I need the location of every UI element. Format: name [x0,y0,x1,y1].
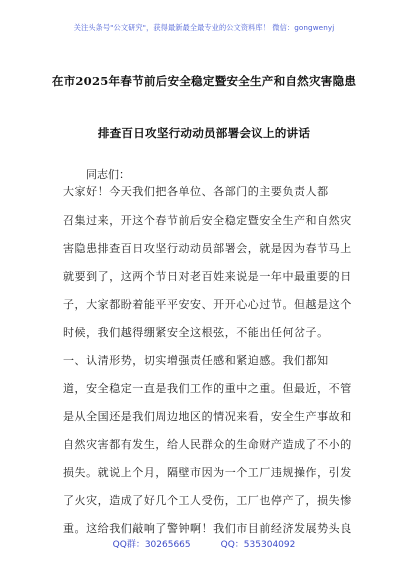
body-line: 害隐患排查百日攻坚行动动员部署会，就是因为春节马上 [63,242,352,255]
footer-qq-group: QQ群：30265665 [112,540,191,550]
body-line: 一、认清形势，切实增强责任感和紧迫感。我们都知 [63,354,329,367]
document-title-line-2: 排查百日攻坚行动动员部署会议上的讲话 [97,126,311,140]
body-line: 了火灾，造成了好几个工人受伤，工厂也停产了，损失惨 [63,494,352,507]
footer-contact [0,537,408,550]
body-line: 召集过来，开这个春节前后安全稳定暨安全生产和自然灾 [63,214,352,227]
document-title-line-1: 在市2025年春节前后安全稳定暨安全生产和自然灾害隐患 [51,74,357,88]
body-line: 就要到了，这两个节日对老百姓来说是一年中最重要的日 [63,270,352,283]
body-line: 重。这给我们敲响了警钟啊！我们市目前经济发展势头良 [63,522,352,535]
body-line: 损失。就说上个月，隔壁市因为一个工厂违规操作，引发 [63,466,352,479]
salutation: 同志们： [86,168,130,181]
body-line: 道，安全稳定一直是我们工作的重中之重。但最近，不管 [63,382,352,395]
body-line: 是从全国还是我们周边地区的情况来看，安全生产事故和 [63,410,352,423]
body-line: 时候，我们越得绷紧安全这根弦，不能出任何岔子。 [63,326,329,339]
body-line: 自然灾害都有发生，给人民群众的生命财产造成了不小的 [63,438,352,451]
footer-qq-number: QQ：535304092 [220,540,296,550]
body-line: 子，大家都盼着能平平安安、开开心心过节。但越是这个 [63,298,352,311]
body-line: 大家好！今天我们把各单位、各部门的主要负责人都 [63,185,329,198]
top-banner: 关注头条号"公文研究"，获得最新最全最专业的公文资料库！ 微信：gongwenyj [73,23,335,32]
